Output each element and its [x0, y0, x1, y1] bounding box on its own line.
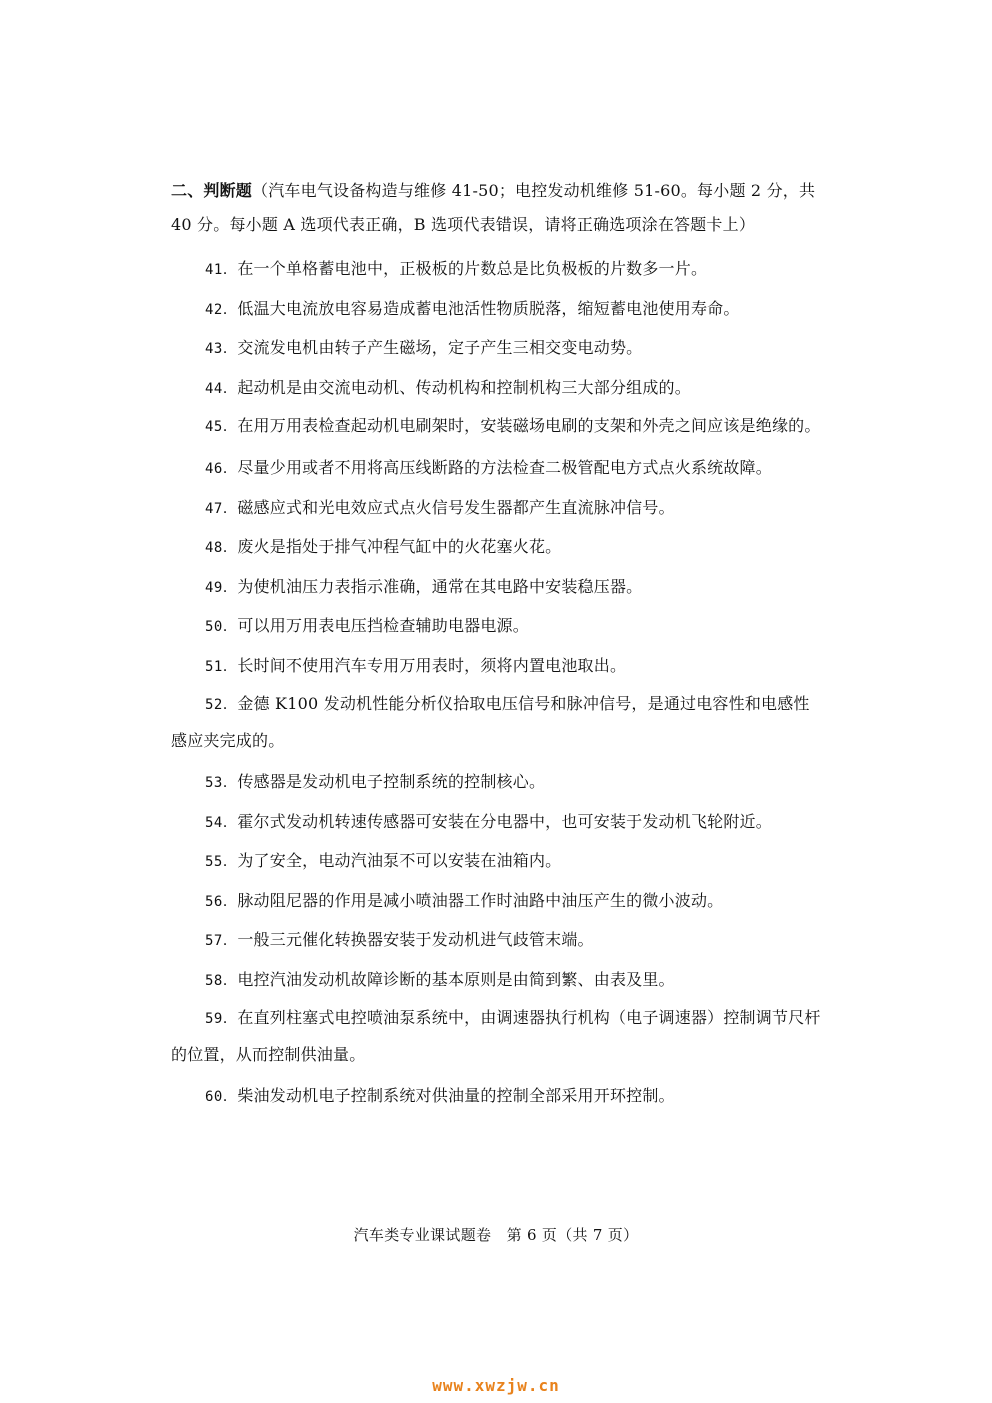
question-text: 一般三元催化转换器安装于发动机进气歧管末端。 [237, 930, 594, 949]
question-text: 起动机是由交流电动机、传动机构和控制机构三大部分组成的。 [237, 377, 691, 397]
question-51 [171, 647, 823, 687]
question-number: 43． [205, 341, 238, 357]
question-number: 41． [205, 262, 238, 278]
question-text: 霍尔式发动机转速传感器可安装在分电器中，也可安装于发动机飞轮附近。 [237, 811, 772, 831]
question-number: 46． [205, 461, 238, 477]
question-number: 44． [205, 380, 238, 397]
question-list [171, 250, 823, 1117]
question-number: 55． [205, 854, 238, 870]
question-text: 长时间不使用汽车专用万用表时，须将内置电池取出。 [237, 655, 627, 675]
question-text: 交流发电机由转子产生磁场，定子产生三相交变电动势。 [237, 338, 643, 357]
question-50 [171, 607, 823, 647]
site-watermark[interactable]: www.xwzjw.cn [432, 1376, 560, 1395]
question-text: 传感器是发动机电子控制系统的控制核心。 [237, 772, 546, 791]
question-43 [171, 329, 823, 369]
question-42 [171, 290, 823, 330]
question-text: 柴油发动机电子控制系统对供油量的控制全部采用开环控制。 [237, 1086, 675, 1105]
question-text: 可以用万用表电压挡检查辅助电器电源。 [237, 616, 529, 635]
question-53 [171, 763, 823, 803]
question-number: 59． [205, 1011, 238, 1027]
question-number: 49． [205, 579, 238, 596]
question-46 [171, 449, 823, 489]
question-44 [171, 369, 823, 409]
question-number: 52． [205, 697, 238, 713]
question-number: 50． [205, 619, 238, 635]
question-48 [171, 528, 823, 568]
question-text: 在一个单格蓄电池中，正极板的片数总是比负极板的片数多一片。 [237, 259, 708, 278]
question-text: 低温大电流放电容易造成蓄电池活性物质脱落，缩短蓄电池使用寿命。 [237, 298, 740, 318]
question-55 [171, 842, 823, 882]
question-number: 48． [205, 540, 238, 556]
question-49 [171, 568, 823, 608]
question-text: 脉动阻尼器的作用是减小喷油器工作时油路中油压产生的微小波动。 [237, 890, 724, 910]
question-text: 为了安全，电动汽油泵不可以安装在油箱内。 [237, 851, 562, 870]
question-number: 57． [205, 933, 238, 949]
question-number: 51． [205, 658, 238, 675]
question-60 [171, 1077, 823, 1117]
question-number: 47． [205, 500, 238, 517]
question-58 [171, 961, 823, 1001]
question-59 [171, 1000, 823, 1077]
section-label: 二、判断题 [171, 181, 253, 200]
question-45 [171, 408, 823, 449]
question-52 [171, 686, 823, 763]
question-47 [171, 489, 823, 529]
question-text: 尽量少用或者不用将高压线断路的方法检查二极管配电方式点火系统故障。 [237, 458, 772, 477]
question-number: 58． [205, 972, 238, 989]
question-number: 45． [205, 419, 238, 435]
question-number: 53． [205, 775, 238, 791]
question-number: 60． [205, 1089, 238, 1105]
question-text: 废火是指处于排气冲程气缸中的火花塞火花。 [237, 537, 562, 556]
question-text: 电控汽油发动机故障诊断的基本原则是由简到繁、由表及里。 [237, 969, 675, 989]
question-number: 42． [205, 301, 238, 318]
section-intro [171, 174, 831, 242]
question-number: 54． [205, 814, 238, 831]
question-57 [171, 921, 823, 961]
question-text: 为使机油压力表指示准确，通常在其电路中安装稳压器。 [237, 576, 643, 596]
question-text: 金德 K100 发动机性能分析仪拾取电压信号和脉冲信号，是通过电容性和电感性感应夹完成的。 [171, 694, 810, 750]
question-41 [171, 250, 823, 290]
question-text: 磁感应式和光电效应式点火信号发生器都产生直流脉冲信号。 [237, 497, 675, 517]
question-text: 在用万用表检查起动机电刷架时，安装磁场电刷的支架和外壳之间应该是绝缘的。 [237, 416, 821, 435]
question-number: 56． [205, 893, 238, 910]
question-54 [171, 803, 823, 843]
question-56 [171, 882, 823, 922]
section-description: （汽车电气设备构造与维修 41-50；电控发动机维修 51-60。每小题 2 分，共 40 分。每小题 A 选项代表正确，B 选项代表错误，请将正确选项涂在答题卡上） [171, 181, 816, 234]
page-footer: 汽车类专业课试题卷 第 6 页（共 7 页） [353, 1226, 639, 1244]
question-text: 在直列柱塞式电控喷油泵系统中，由调速器执行机构（电子调速器）控制调节尺杆的位置，从而控制供油量。 [171, 1008, 821, 1064]
